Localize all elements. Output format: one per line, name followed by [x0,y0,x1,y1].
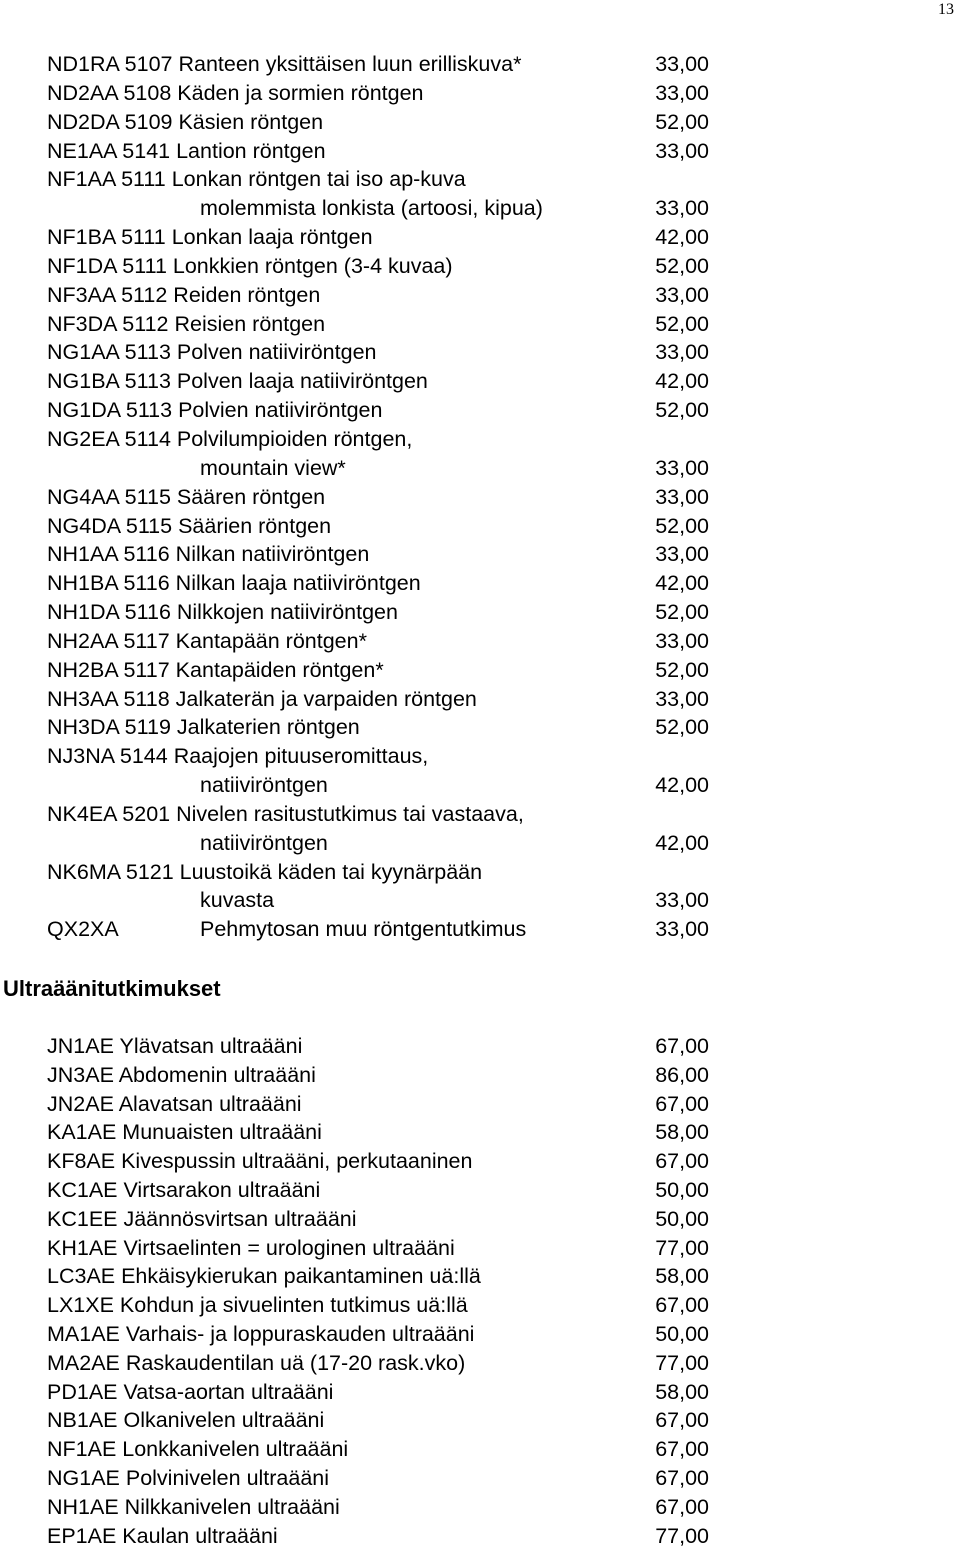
list-item [47,1118,727,1147]
item-description: NH1AE Nilkkanivelen ultraääni [47,1494,340,1519]
item-price: 50,00 [655,1177,709,1202]
xray-price-list [47,50,727,944]
item-description: ND2DA 5109 Käsien röntgen [47,109,324,134]
item-description: NJ3NA 5144 Raajojen pituuseromittaus, [47,744,429,769]
item-price: 52,00 [655,311,709,336]
item-description: NB1AE Olkanivelen ultraääni [47,1408,325,1433]
list-item [47,1464,727,1493]
item-price: 52,00 [655,600,709,625]
list-item [47,886,727,915]
item-description: LC3AE Ehkäisykierukan paikantaminen uä:llä [47,1264,481,1289]
item-price: 67,00 [655,1149,709,1174]
item-description: KC1AE Virtsarakon ultraääni [47,1177,321,1202]
list-item [47,569,727,598]
item-price: 67,00 [655,1293,709,1318]
item-price: 33,00 [655,80,709,105]
item-price: 42,00 [655,225,709,250]
item-description: NF3DA 5112 Reisien röntgen [47,311,326,336]
item-price: 52,00 [655,109,709,134]
item-price: 77,00 [655,1350,709,1375]
item-price: 50,00 [655,1321,709,1346]
list-item [47,685,727,714]
item-price: 52,00 [655,253,709,278]
item-description: NF1AA 5111 Lonkan röntgen tai iso ap-kuva [47,167,466,192]
item-description: NG2EA 5114 Polvilumpioiden röntgen, [47,426,413,451]
item-price: 33,00 [655,628,709,653]
list-item [47,483,727,512]
item-price: 52,00 [655,513,709,538]
item-description: mountain view* [200,455,346,480]
item-price: 52,00 [655,657,709,682]
item-description: kuvasta [200,888,275,913]
list-item [47,396,727,425]
list-item [47,915,727,944]
item-price: 33,00 [655,686,709,711]
item-price: 77,00 [655,1235,709,1260]
item-description: KF8AE Kivespussin ultraääni, perkutaaninen [47,1149,473,1174]
section-heading-ultrasound: Ultraäänitutkimukset [3,976,221,1001]
list-item [47,367,727,396]
page-number: 13 [938,1,954,18]
item-price: 50,00 [655,1206,709,1231]
item-description: NG1AE Polvinivelen ultraääni [47,1465,330,1490]
list-item [47,1406,727,1435]
item-price: 33,00 [655,340,709,365]
list-item [47,1522,727,1551]
item-price: 67,00 [655,1091,709,1116]
item-description: JN2AE Alavatsan ultraääni [47,1091,302,1116]
item-price: 42,00 [655,571,709,596]
list-item [47,1176,727,1205]
item-description: NG1BA 5113 Polven laaja natiiviröntgen [47,369,428,394]
list-item [47,1320,727,1349]
item-description: JN1AE Ylävatsan ultraääni [47,1034,303,1058]
item-description: NG1DA 5113 Polvien natiiviröntgen [47,398,383,423]
list-item [47,598,727,627]
list-item [47,50,727,79]
list-item [47,1032,727,1061]
list-item [47,194,727,223]
list-item [47,425,727,454]
item-description: molemmista lonkista (artoosi, kipua) [200,196,543,221]
item-price: 33,00 [655,138,709,163]
list-item [47,713,727,742]
item-description: NH1BA 5116 Nilkan laaja natiiviröntgen [47,571,421,596]
list-item [47,79,727,108]
item-description: NE1AA 5141 Lantion röntgen [47,138,326,163]
item-price: 33,00 [655,888,709,913]
list-item [47,252,727,281]
list-item [47,1349,727,1378]
list-item [47,1262,727,1291]
item-description: EP1AE Kaulan ultraääni [47,1523,278,1548]
item-price: 33,00 [655,196,709,221]
item-description: NH3AA 5118 Jalkaterän ja varpaiden röntgen [47,686,477,711]
item-description-extra: Pehmytosan muu röntgentutkimus [200,917,527,942]
item-description: NH1AA 5116 Nilkan natiiviröntgen [47,542,370,567]
item-price: 52,00 [655,398,709,423]
item-description: NH1DA 5116 Nilkkojen natiiviröntgen [47,600,398,625]
list-item [47,1435,727,1464]
item-price: 67,00 [655,1437,709,1462]
list-item [47,742,727,771]
list-item [47,1205,727,1234]
list-item [47,223,727,252]
item-description: NG4DA 5115 Säärien röntgen [47,513,332,538]
item-price: 58,00 [655,1264,709,1289]
item-description: MA2AE Raskaudentilan uä (17-20 rask.vko) [47,1350,466,1375]
list-item [47,165,727,194]
item-description: NF3AA 5112 Reiden röntgen [47,282,321,307]
list-item [47,1061,727,1090]
item-description: KC1EE Jäännösvirtsan ultraääni [47,1206,357,1231]
item-description: NG1AA 5113 Polven natiiviröntgen [47,340,377,365]
item-price: 33,00 [655,455,709,480]
list-item [47,1493,727,1522]
list-item [47,338,727,367]
item-description: KA1AE Munuaisten ultraääni [47,1120,322,1145]
item-price: 67,00 [655,1034,709,1058]
item-price: 58,00 [655,1379,709,1404]
item-price: 67,00 [655,1494,709,1519]
item-price: 33,00 [655,917,709,942]
item-description: NK6MA 5121 Luustoikä käden tai kyynärpään [47,859,483,884]
list-item [47,1090,727,1119]
ultrasound-price-list [47,1032,727,1550]
item-description: NH3DA 5119 Jalkaterien röntgen [47,715,360,740]
item-description: JN3AE Abdomenin ultraääni [47,1062,316,1087]
list-item [47,1291,727,1320]
list-item [47,1378,727,1407]
item-price: 33,00 [655,52,709,76]
item-price: 86,00 [655,1062,709,1087]
list-item [47,512,727,541]
item-description: ND2AA 5108 Käden ja sormien röntgen [47,80,424,105]
item-description: MA1AE Varhais- ja loppuraskauden ultraääni [47,1321,475,1346]
item-description: NG4AA 5115 Säären röntgen [47,484,326,509]
item-description: PD1AE Vatsa-aortan ultraääni [47,1379,334,1404]
item-price: 42,00 [655,773,709,798]
item-price: 42,00 [655,830,709,855]
list-item [47,1234,727,1263]
list-item [47,656,727,685]
item-description: NH2BA 5117 Kantapäiden röntgen* [47,657,384,682]
item-description: KH1AE Virtsaelinten = urologinen ultraääni [47,1235,455,1260]
list-item [47,771,727,800]
list-item [47,858,727,887]
item-price: 67,00 [655,1465,709,1490]
item-description: NF1BA 5111 Lonkan laaja röntgen [47,225,373,250]
item-description: NH2AA 5117 Kantapään röntgen* [47,628,367,653]
list-item [47,540,727,569]
list-item [47,627,727,656]
list-item [47,281,727,310]
item-description: QX2XA [47,917,119,942]
item-description: LX1XE Kohdun ja sivuelinten tutkimus uä:llä [47,1293,468,1318]
item-price: 67,00 [655,1408,709,1433]
list-item [47,137,727,166]
list-item [47,800,727,829]
item-description: NF1DA 5111 Lonkkien röntgen (3-4 kuvaa) [47,253,453,278]
list-item [47,108,727,137]
item-description: NF1AE Lonkkanivelen ultraääni [47,1437,349,1462]
item-description: natiiviröntgen [200,773,328,798]
item-description: NK4EA 5201 Nivelen rasitustutkimus tai vastaava, [47,801,524,826]
item-price: 33,00 [655,484,709,509]
list-item [47,1147,727,1176]
list-item [47,829,727,858]
item-price: 77,00 [655,1523,709,1548]
item-description: natiiviröntgen [200,830,328,855]
item-price: 33,00 [655,282,709,307]
list-item [47,454,727,483]
item-description: ND1RA 5107 Ranteen yksittäisen luun erilliskuva* [47,52,522,76]
item-price: 42,00 [655,369,709,394]
item-price: 33,00 [655,542,709,567]
list-item [47,310,727,339]
item-price: 58,00 [655,1120,709,1145]
item-price: 52,00 [655,715,709,740]
